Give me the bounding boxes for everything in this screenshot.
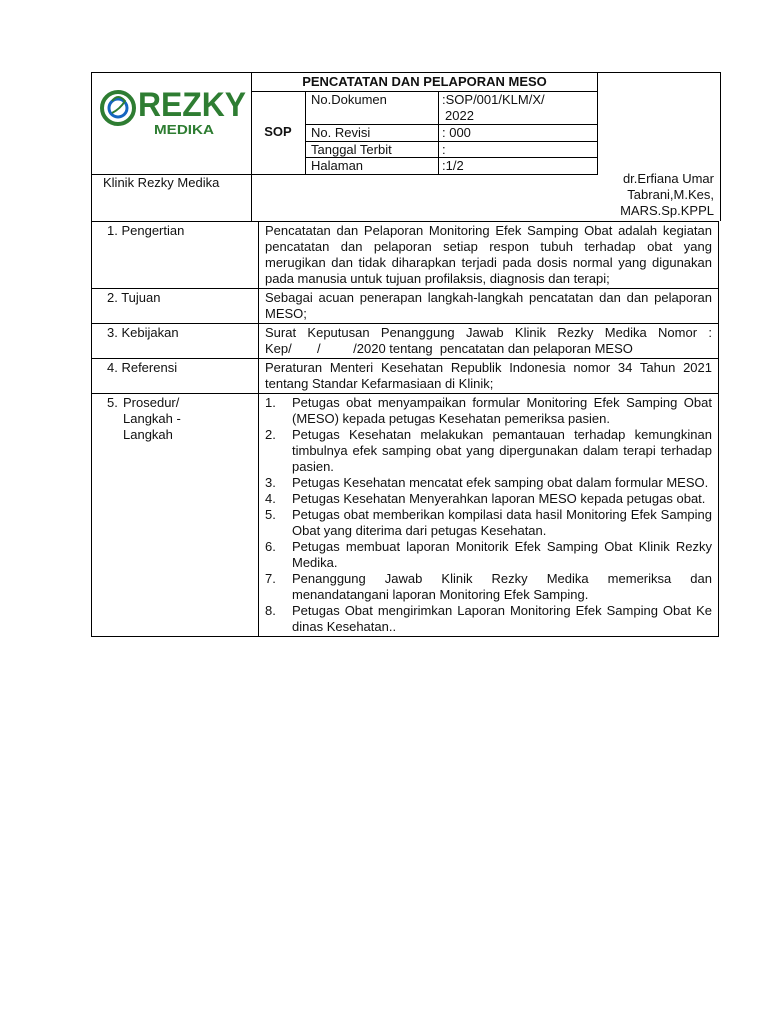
row-pengertian: [92, 222, 719, 289]
field-label-no-dokumen: No.Dokumen: [311, 92, 387, 107]
clinic-logo: [98, 79, 248, 139]
field-value-no-dokumen: :SOP/001/KLM/X/: [442, 92, 545, 107]
row-prosedur: [92, 394, 719, 637]
document-title: PENCATATAN DAN PELAPORAN MESO: [302, 74, 547, 89]
logo-word-rezky: REZKY: [138, 86, 247, 124]
content-referensi: Peraturan Menteri Kesehatan Republik Indonesia nomor 34 Tahun 2021 tentang Standar Kefarmasiaan di Klinik;: [259, 359, 719, 394]
step-number: 7.: [265, 571, 276, 586]
sop-label: SOP: [264, 124, 292, 139]
field-value-tanggal-terbit: :: [442, 142, 446, 157]
label-kebijakan: 3. Kebijakan: [92, 324, 259, 359]
signatory-line-1: dr.Erfiana Umar: [622, 171, 714, 186]
prosedur-label-line-3: Langkah: [123, 427, 173, 442]
kebijakan-line-2: Kep/ / /2020 tentang pencatatan dan pelaporan MESO: [265, 341, 633, 356]
field-value-no-dokumen-cont: 2022: [445, 108, 474, 123]
prosedur-steps-list: [265, 395, 712, 635]
row-kebijakan: [92, 324, 719, 359]
content-pengertian: Pencatatan dan Pelaporan Monitoring Efek Samping Obat adalah kegiatan pencatatan dan pelaporan setiap respon tubuh terhadap obat yang merugikan dan tidak diharapkan terjadi pada dosis normal yang digunakan pada manusia untuk tujuan profilaksis, diagnosis dan terapi;: [259, 222, 719, 289]
step-text: Penanggung Jawab Klinik Rezky Medika memeriksa dan menandatangani laporan Monitoring Efek Samping.: [292, 571, 712, 602]
sop-body-table: [91, 221, 719, 637]
list-item: [265, 571, 712, 603]
content-tujuan: Sebagai acuan penerapan langkah-langkah pencatatan dan dan pelaporan MESO;: [259, 289, 719, 324]
step-text: Petugas Kesehatan melakukan pemantauan terhadap kemungkinan timbulnya efek samping obat yang dipergunakan dalam terapi terhadap pasien.: [292, 427, 712, 474]
row-tujuan: [92, 289, 719, 324]
label-referensi: 4. Referensi: [92, 359, 259, 394]
field-value-halaman: :1/2: [442, 158, 464, 173]
label-pengertian: 1. Pengertian: [92, 222, 259, 289]
step-text: Petugas Kesehatan Menyerahkan laporan MESO kepada petugas obat.: [292, 491, 706, 506]
step-number: 6.: [265, 539, 276, 554]
rezky-medika-logo-icon: [98, 79, 248, 139]
step-number: 2.: [265, 427, 276, 442]
label-tujuan: 2. Tujuan: [92, 289, 259, 324]
step-number: 3.: [265, 475, 276, 490]
signatory-line-3: MARS.Sp.KPPL: [620, 203, 714, 218]
field-value-no-revisi: : 000: [442, 125, 471, 140]
list-item: [265, 475, 712, 491]
list-item: [265, 507, 712, 539]
step-text: Petugas Obat mengirimkan Laporan Monitoring Efek Samping Obat Ke dinas Kesehatan..: [292, 603, 712, 634]
field-label-tanggal-terbit: Tanggal Terbit: [311, 142, 392, 157]
signatory-line-2: Tabrani,M.Kes,: [627, 187, 714, 202]
clinic-name: Klinik Rezky Medika: [103, 175, 220, 190]
content-prosedur: [259, 394, 719, 637]
step-text: Petugas obat memberikan kompilasi data hasil Monitoring Efek Samping Obat yang diterima dari petugas Kesehatan.: [292, 507, 712, 538]
step-number: 4.: [265, 491, 276, 506]
prosedur-label-line-2: Langkah -: [123, 411, 181, 426]
field-label-no-revisi: No. Revisi: [311, 125, 371, 140]
step-number: 1.: [265, 395, 276, 410]
kebijakan-line-1: Surat Keputusan Penanggung Jawab Klinik Rezky Medika Nomor :: [265, 325, 712, 340]
label-prosedur: [92, 394, 259, 637]
row-referensi: [92, 359, 719, 394]
step-number: 5.: [265, 507, 276, 522]
prosedur-number: 5.: [107, 395, 118, 410]
sop-document: [91, 72, 719, 637]
list-item: [265, 395, 712, 427]
step-text: Petugas membuat laporan Monitorik Efek Samping Obat Klinik Rezky Medika.: [292, 539, 712, 570]
step-number: 8.: [265, 603, 276, 618]
list-item: [265, 539, 712, 571]
field-label-halaman: Halaman: [311, 158, 364, 173]
step-text: Petugas obat menyampaikan formular Monitoring Efek Samping Obat (MESO) kepada petugas Kesehatan pemeriksa pasien.: [292, 395, 712, 426]
sop-header: [91, 72, 721, 221]
list-item: [265, 603, 712, 635]
content-kebijakan: [259, 324, 719, 359]
step-text: Petugas Kesehatan mencatat efek samping obat dalam formular MESO.: [292, 475, 709, 490]
list-item: [265, 427, 712, 475]
logo-word-medika: MEDIKA: [154, 122, 215, 137]
list-item: [265, 491, 712, 507]
prosedur-label-line-1: Prosedur/: [123, 395, 180, 410]
